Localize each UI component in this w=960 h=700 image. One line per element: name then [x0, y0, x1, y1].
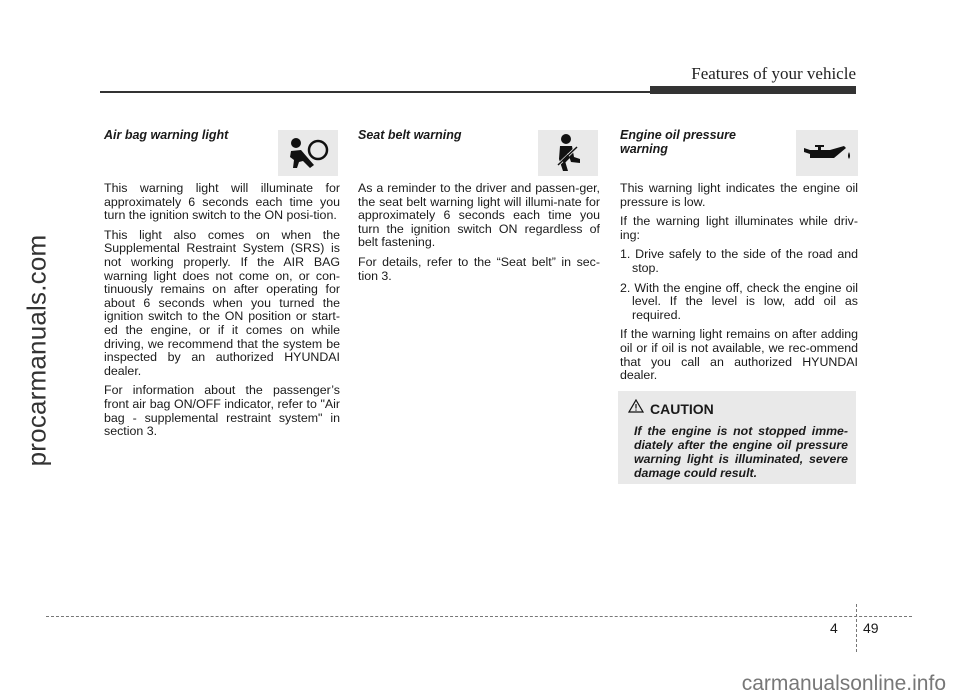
paragraph: If the warning light remains on after adding oil or if oil is not available, we rec-ommend that you call an authorized HYUNDAI dealer. — [620, 327, 858, 383]
watermark-bottom: carmanualsonline.info — [741, 672, 946, 695]
steps-list — [620, 248, 858, 322]
chapter-number: 4 — [830, 620, 838, 636]
section-title: Engine oil pressure warning — [620, 128, 737, 156]
paragraph: This light also comes on when the Supplemental Restraint System (SRS) is not working properly. If the AIR BAG warning light does not come on, or con-tinuously remains on after operating for about 6 seconds when you turned the ignition switch to the ON position or start-ed the engine, or if it comes on while driving, we recommend that the system be inspected by an authorized HYUNDAI dealer. — [104, 227, 340, 378]
seat-belt-warning-icon — [538, 130, 598, 176]
page-number: 49 — [863, 620, 879, 636]
caution-title: CAUTION — [650, 400, 714, 417]
header-rule-accent — [650, 86, 856, 94]
list-item: 2. With the engine off, check the engine oil level. If the level is low, add oil as required. — [620, 280, 858, 322]
page-number-divider — [856, 604, 857, 652]
watermark-side — [12, 0, 62, 700]
oil-can-icon — [796, 130, 858, 176]
section-engine-oil-warning — [620, 128, 858, 389]
list-item: 1. Drive safely to the side of the road and stop. — [620, 247, 858, 275]
watermark-side-text: procarmanuals.com — [21, 234, 52, 466]
footer-rule — [46, 616, 912, 617]
paragraph: As a reminder to the driver and passen-ger, the seat belt warning light will illumi-nate for approximately 6 seconds each time you turn the ignition switch ON regardless of belt fastening. — [358, 181, 600, 250]
caution-box — [618, 391, 856, 484]
section-title: Air bag warning light — [104, 128, 229, 142]
warning-triangle-icon — [628, 399, 644, 418]
paragraph: For information about the passenger’s front air bag ON/OFF indicator, refer to "Air bag - supplemental restraint system" in section 3. — [104, 383, 340, 439]
paragraph: If the warning light illuminates while driv-ing: — [620, 214, 858, 242]
caution-text: If the engine is not stopped imme-diately after the engine oil pressure warning light is illuminated, severe damage could result. — [634, 424, 848, 480]
section-airbag-warning — [104, 128, 340, 445]
section-title: Seat belt warning — [358, 128, 462, 142]
paragraph: This warning light indicates the engine oil pressure is low. — [620, 181, 858, 209]
section-seat-belt-warning — [358, 128, 600, 289]
paragraph: This warning light will illuminate for approximately 6 seconds each time you turn the ignition switch to the ON posi-tion. — [104, 181, 340, 223]
header-rule — [100, 91, 650, 93]
paragraph: For details, refer to the “Seat belt” in sec-tion 3. — [358, 254, 600, 283]
airbag-warning-icon — [278, 130, 338, 176]
page-header-title: Features of your vehicle — [691, 64, 856, 83]
